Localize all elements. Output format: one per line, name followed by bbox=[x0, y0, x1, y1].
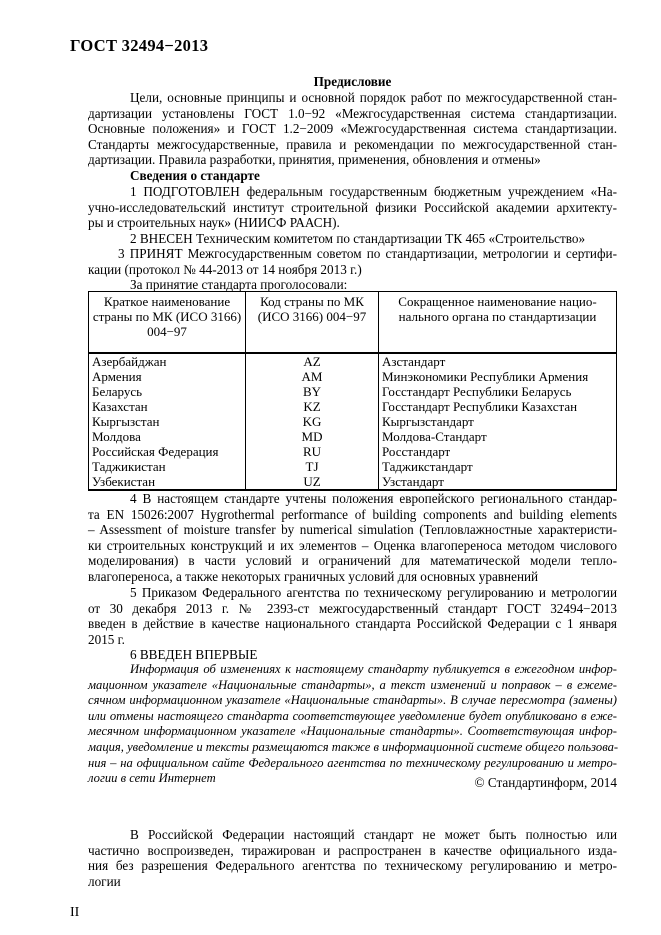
text-line: Основные положения» и ГОСТ 1.2−2009 «Межгосударственная система стандартизации. bbox=[88, 121, 617, 137]
text-line: та EN 15026:2007 Hygrothermal performance of building components and building elements bbox=[88, 506, 617, 522]
document-code: ГОСТ 32494−2013 bbox=[70, 36, 209, 55]
cell-country: Кыргызстан bbox=[89, 414, 246, 429]
cell-code: UZ bbox=[246, 474, 379, 490]
cell-country: Узбекистан bbox=[89, 474, 246, 490]
text-line: 5 Приказом Федерального агентства по техническому регулированию и метрологии bbox=[130, 585, 617, 600]
cell-code: MD bbox=[246, 429, 379, 444]
table-row bbox=[89, 444, 617, 459]
text-line: дартизации. Правила разработки, принятия, применения, обновления и отмены» bbox=[88, 152, 541, 168]
table-row bbox=[89, 474, 617, 490]
table-row bbox=[89, 414, 617, 429]
text-line: В Российской Федерации настоящий стандарт не может быть полностью или bbox=[130, 827, 617, 842]
item-1-paragraph bbox=[88, 184, 617, 231]
text-line: 2 ВНЕСЕН Техническим комитетом по стандартизации ТК 465 «Строительство» bbox=[130, 231, 586, 246]
rights-paragraph bbox=[88, 827, 617, 889]
cell-code: KG bbox=[246, 414, 379, 429]
table-row bbox=[89, 384, 617, 399]
text-line: Информация об изменениях к настоящему стандарту публикуется в ежегодном инфор- bbox=[130, 662, 617, 676]
text-line: влагопереноса, а также некоторых граничных условий для основных уравнений bbox=[88, 568, 539, 584]
cell-code: RU bbox=[246, 444, 379, 459]
text-line: ры и строительных наук» (НИИСФ РААСН). bbox=[88, 215, 340, 231]
foreword-paragraph bbox=[88, 90, 617, 168]
text-line: введен в действие в качестве национального стандарта Российской Федерации с 1 января bbox=[88, 616, 617, 632]
column-header-code: Код страны по МК (ИСО 3166) 004−97 bbox=[246, 292, 379, 354]
table-row bbox=[89, 369, 617, 384]
text-line: 3 ПРИНЯТ Межгосударственным советом по стандартизации, метрологии и сертифи- bbox=[118, 246, 617, 261]
text-line: ния без разрешения Федерального агентства по техническому регулированию и метро- bbox=[88, 858, 617, 874]
cell-body: Минэкономики Республики Армения bbox=[379, 369, 617, 384]
text-line: кации (протокол № 44-2013 от 14 ноября 2013 г.) bbox=[88, 261, 362, 277]
text-line: Цели, основные принципы и основной порядок работ по межгосударственной стан- bbox=[130, 90, 617, 105]
cell-body: Азстандарт bbox=[379, 353, 617, 369]
cell-body: Таджикстандарт bbox=[379, 459, 617, 474]
column-header-body: Сокращенное наименование нацио-нального органа по стандартизации bbox=[379, 292, 617, 354]
info-title: Сведения о стандарте bbox=[130, 168, 260, 183]
table-row bbox=[89, 399, 617, 414]
cell-body: Кыргызстандарт bbox=[379, 414, 617, 429]
text-line: логии bbox=[88, 873, 121, 889]
cell-code: AZ bbox=[246, 353, 379, 369]
text-line: мационном указателе «Национальные стандарты», а текст изменений и поправок – в ежеме- bbox=[88, 677, 617, 692]
cell-code: TJ bbox=[246, 459, 379, 474]
page-number: II bbox=[70, 905, 80, 920]
vote-label: За принятие стандарта проголосовали: bbox=[130, 277, 348, 292]
item-6-paragraph bbox=[88, 647, 617, 663]
cell-code: BY bbox=[246, 384, 379, 399]
text-line: от 30 декабря 2013 г. № 2393-ст межгосударственный стандарт ГОСТ 32494−2013 bbox=[88, 600, 617, 616]
cell-country: Казахстан bbox=[89, 399, 246, 414]
text-line: 6 ВВЕДЕН ВПЕРВЫЕ bbox=[130, 647, 258, 662]
text-line: ки строительных конструкций и их элементов – Оценка влагопереноса методом числового bbox=[88, 537, 617, 553]
text-line: моделирования) в части условий и ограничений для математической модели тепло- bbox=[88, 553, 617, 569]
item-4-paragraph bbox=[88, 491, 617, 585]
cell-body: Росстандарт bbox=[379, 444, 617, 459]
text-line: 2015 г. bbox=[88, 631, 125, 647]
text-line: или отмены настоящего стандарта соответствующее уведомление будет опубликовано в еже- bbox=[88, 708, 617, 723]
cell-country: Таджикистан bbox=[89, 459, 246, 474]
voting-countries-table bbox=[88, 291, 617, 491]
cell-body: Узстандарт bbox=[379, 474, 617, 490]
text-line: ния – на официальном сайте Федерального агентства по техническому регулированию и метро- bbox=[88, 755, 617, 770]
text-line: дартизации установлены ГОСТ 1.0−92 «Межгосударственная система стандартизации. bbox=[88, 105, 617, 121]
table-row bbox=[89, 353, 617, 369]
cell-body: Госстандарт Республики Казахстан bbox=[379, 399, 617, 414]
cell-country: Молдова bbox=[89, 429, 246, 444]
cell-body: Молдова-Стандарт bbox=[379, 429, 617, 444]
text-line: учно-исследовательский институт строительной физики Российской академии архитекту- bbox=[88, 199, 617, 215]
cell-country: Армения bbox=[89, 369, 246, 384]
text-line: – Assessment of moisture transfer by numerical simulation (Тепловлажностные характеристи- bbox=[88, 522, 617, 538]
item-5-paragraph bbox=[88, 585, 617, 647]
notice-paragraph bbox=[88, 662, 617, 787]
cell-code: KZ bbox=[246, 399, 379, 414]
text-line: сячном информационном указателе «Национальные стандарты». В случае пересмотра (замены) bbox=[88, 693, 617, 708]
item-2-paragraph bbox=[88, 231, 617, 247]
text-line: 1 ПОДГОТОВЛЕН федеральным государственным бюджетным учреждением «На- bbox=[130, 184, 617, 199]
foreword-title: Предисловие bbox=[313, 74, 392, 89]
cell-country: Российская Федерация bbox=[89, 444, 246, 459]
table-row bbox=[89, 429, 617, 444]
text-line: мация, уведомление и тексты размещаются также в информационной системе общего пользова- bbox=[88, 739, 619, 754]
column-header-country: Краткое наименование страны по МК (ИСО 3166) 004−97 bbox=[89, 292, 246, 354]
cell-body: Госстандарт Республики Беларусь bbox=[379, 384, 617, 399]
text-line: Стандарты межгосударственные, правила и рекомендации по межгосударственной стан- bbox=[88, 136, 617, 152]
item-3-paragraph bbox=[88, 246, 617, 277]
text-line: частично воспроизведен, тиражирован и распространен в качестве официального изда- bbox=[88, 842, 617, 858]
table-row bbox=[89, 459, 617, 474]
cell-country: Азербайджан bbox=[89, 353, 246, 369]
cell-country: Беларусь bbox=[89, 384, 246, 399]
copyright: © Стандартинформ, 2014 bbox=[474, 775, 617, 790]
cell-code: AM bbox=[246, 369, 379, 384]
text-line: 4 В настоящем стандарте учтены положения европейского регионального стандар- bbox=[130, 491, 617, 506]
text-line: логии в сети Интернет bbox=[88, 771, 216, 786]
table-header-row bbox=[89, 292, 617, 354]
text-line: месячном информационном указателе «Национальные стандарты». Соответствующая инфор- bbox=[88, 724, 617, 739]
